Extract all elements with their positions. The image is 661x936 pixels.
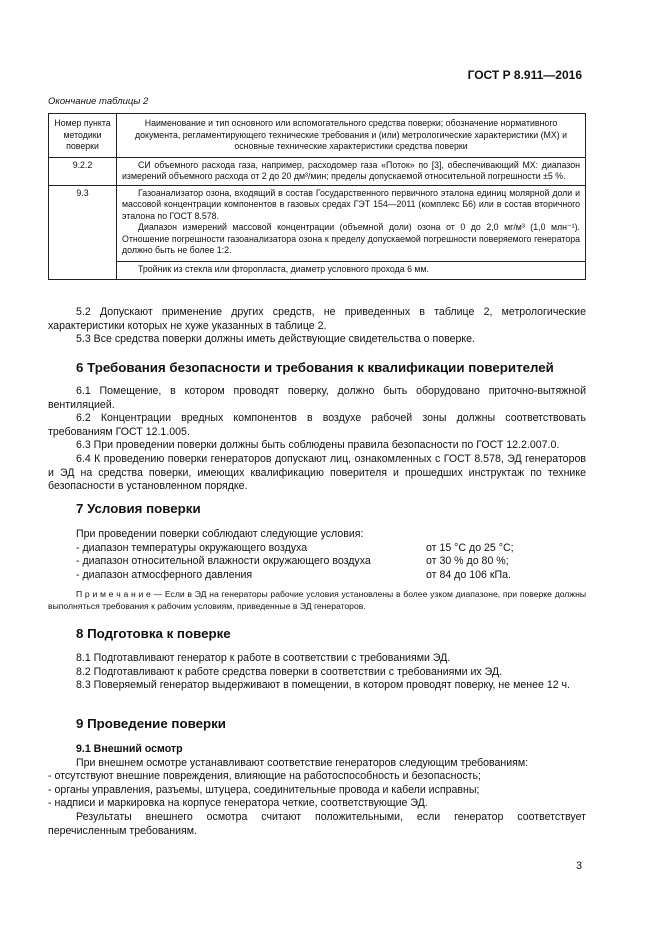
page-number: 3 <box>576 860 582 872</box>
paragraph: 8.3 Поверяемый генератор выдерживают в помещении, в котором проводят поверку, не менее 12 ч. <box>76 679 571 692</box>
row-description <box>117 157 586 185</box>
condition-value: от 84 до 106 кПа. <box>426 568 511 581</box>
paragraph: 8.2 Подготавливают к работе средства поверки в соответствии с требованиями их ЭД. <box>76 665 503 678</box>
paragraph: При внешнем осмотре устанавливают соответствие генераторов следующим требованиям: <box>76 756 529 769</box>
header-clause-number: Номер пункта методики поверки <box>49 114 117 158</box>
condition-row <box>48 555 586 569</box>
equipment-table <box>48 113 586 280</box>
table-header-row <box>49 114 586 158</box>
table-row <box>49 157 586 185</box>
paragraph: 6.3 При проведении поверки должны быть соблюдены правила безопасности по ГОСТ 12.2.007.0. <box>76 439 560 452</box>
paragraph: 5.2 Допускают применение других средств, не приведенных в таблице 2, метрологические характеристики которых не хуже указанных в таблице 2. <box>48 306 586 332</box>
subsection-heading: 9.1 Внешний осмотр <box>76 743 183 755</box>
row-text: Диапазон измерений массовой концентрации (объемной доли) озона от 0 до 2,0 мг/м³ (1,0 млн⁻¹). Отношение погрешности газоанализатора озона к пределу допускаемой погрешности поверяемого генератора должно быть не более 1:2. <box>122 222 580 255</box>
paragraph: 6.4 К проведению поверки генераторов допускают лиц, ознакомленных с ГОСТ 8.578, ЭД генераторов и ЭД на средства поверки, имеющих квалификацию поверителя и прошедших инструктаж по технике безопасности в установленном порядке. <box>48 452 586 493</box>
paragraph: 8.1 Подготавливают генератор к работе в соответствии с требованиями ЭД. <box>76 652 451 664</box>
section-9-heading: 9 Проведение поверки <box>76 716 226 731</box>
standard-header: ГОСТ Р 8.911—2016 <box>467 68 582 82</box>
section-5-text <box>48 306 586 347</box>
paragraph: Результаты внешнего осмотра считают положительными, если генератор соответствует перечисленным требованиям. <box>48 810 586 837</box>
note: П р и м е ч а н и е — Если в ЭД на генераторы рабочие условия установлены в более узком диапазоне, при поверке должны выполняться требования к рабочим условиям, приведенные в ЭД генераторов. <box>48 589 586 611</box>
paragraph: 6.1 Помещение, в котором проводят поверку, должно быть оборудовано приточно-вытяжной вентиляцией. <box>48 385 586 411</box>
section-9-text <box>48 743 586 838</box>
row-clause-number: 9.2.2 <box>49 157 117 185</box>
row-subitem: Тройник из стекла или фторопласта, диаметр условного прохода 6 мм. <box>117 261 585 278</box>
condition-value: от 15 °С до 25 °С; <box>426 541 514 554</box>
section-7-heading: 7 Условия поверки <box>76 501 201 516</box>
condition-label: - диапазон атмосферного давления <box>76 568 253 581</box>
paragraph: 5.3 Все средства поверки должны иметь действующие свидетельства о поверке. <box>76 333 475 346</box>
condition-label: - диапазон относительной влажности окружающего воздуха <box>76 555 371 568</box>
section-8-heading: 8 Подготовка к поверке <box>76 626 231 641</box>
paragraph: 6.2 Концентрации вредных компонентов в воздухе рабочей зоны должны соответствовать требованиям ГОСТ 12.1.005. <box>48 412 586 438</box>
paragraph: При проведении поверки соблюдают следующие условия: <box>76 528 364 540</box>
condition-row <box>48 569 586 583</box>
row-text: СИ объемного расхода газа, например, расходомер газа «Поток» по [3], обеспечивающий МХ: диапазон измерений объемного расхода от 2 до 20 дм³/мин; пределы допускаемой относительной погрешности ±5 %. <box>122 159 580 181</box>
condition-label: - диапазон температуры окружающего воздуха <box>76 541 308 554</box>
section-6-text <box>48 385 586 494</box>
condition-value: от 30 % до 80 %; <box>426 555 509 568</box>
section-7-text <box>48 528 586 612</box>
section-8-text <box>48 652 586 693</box>
condition-row <box>48 542 586 556</box>
section-6-heading: 6 Требования безопасности и требования к квалификации поверителей <box>76 360 554 375</box>
header-equipment-description: Наименование и тип основного или вспомогательного средства поверки; обозначение нормативного документа, регламентирующего технические требования и (или) метрологические характеристики (МХ) и основные технические характеристики средства поверки <box>117 114 586 158</box>
list-item: - отсутствуют внешние повреждения, влияющие на работоспособность и безопасность; <box>48 770 481 783</box>
table-row <box>49 185 586 280</box>
table-caption: Окончание таблицы 2 <box>48 96 149 107</box>
row-description <box>117 185 586 280</box>
list-item: - надписи и маркировка на корпусе генератора четкие, соответствующие ЭД. <box>48 797 428 810</box>
list-item: - органы управления, разъемы, штуцера, соединительные провода и кабели исправны; <box>48 783 480 796</box>
row-clause-number: 9.3 <box>49 185 117 280</box>
row-text: Газоанализатор озона, входящий в состав Государственного первичного эталона единиц молярной доли и массовой концентрации компонентов в газовых средах ГЭТ 154—2011 (комплекс Б6) или в состав вторичного эталона по ГОСТ 8.578. <box>122 187 580 221</box>
